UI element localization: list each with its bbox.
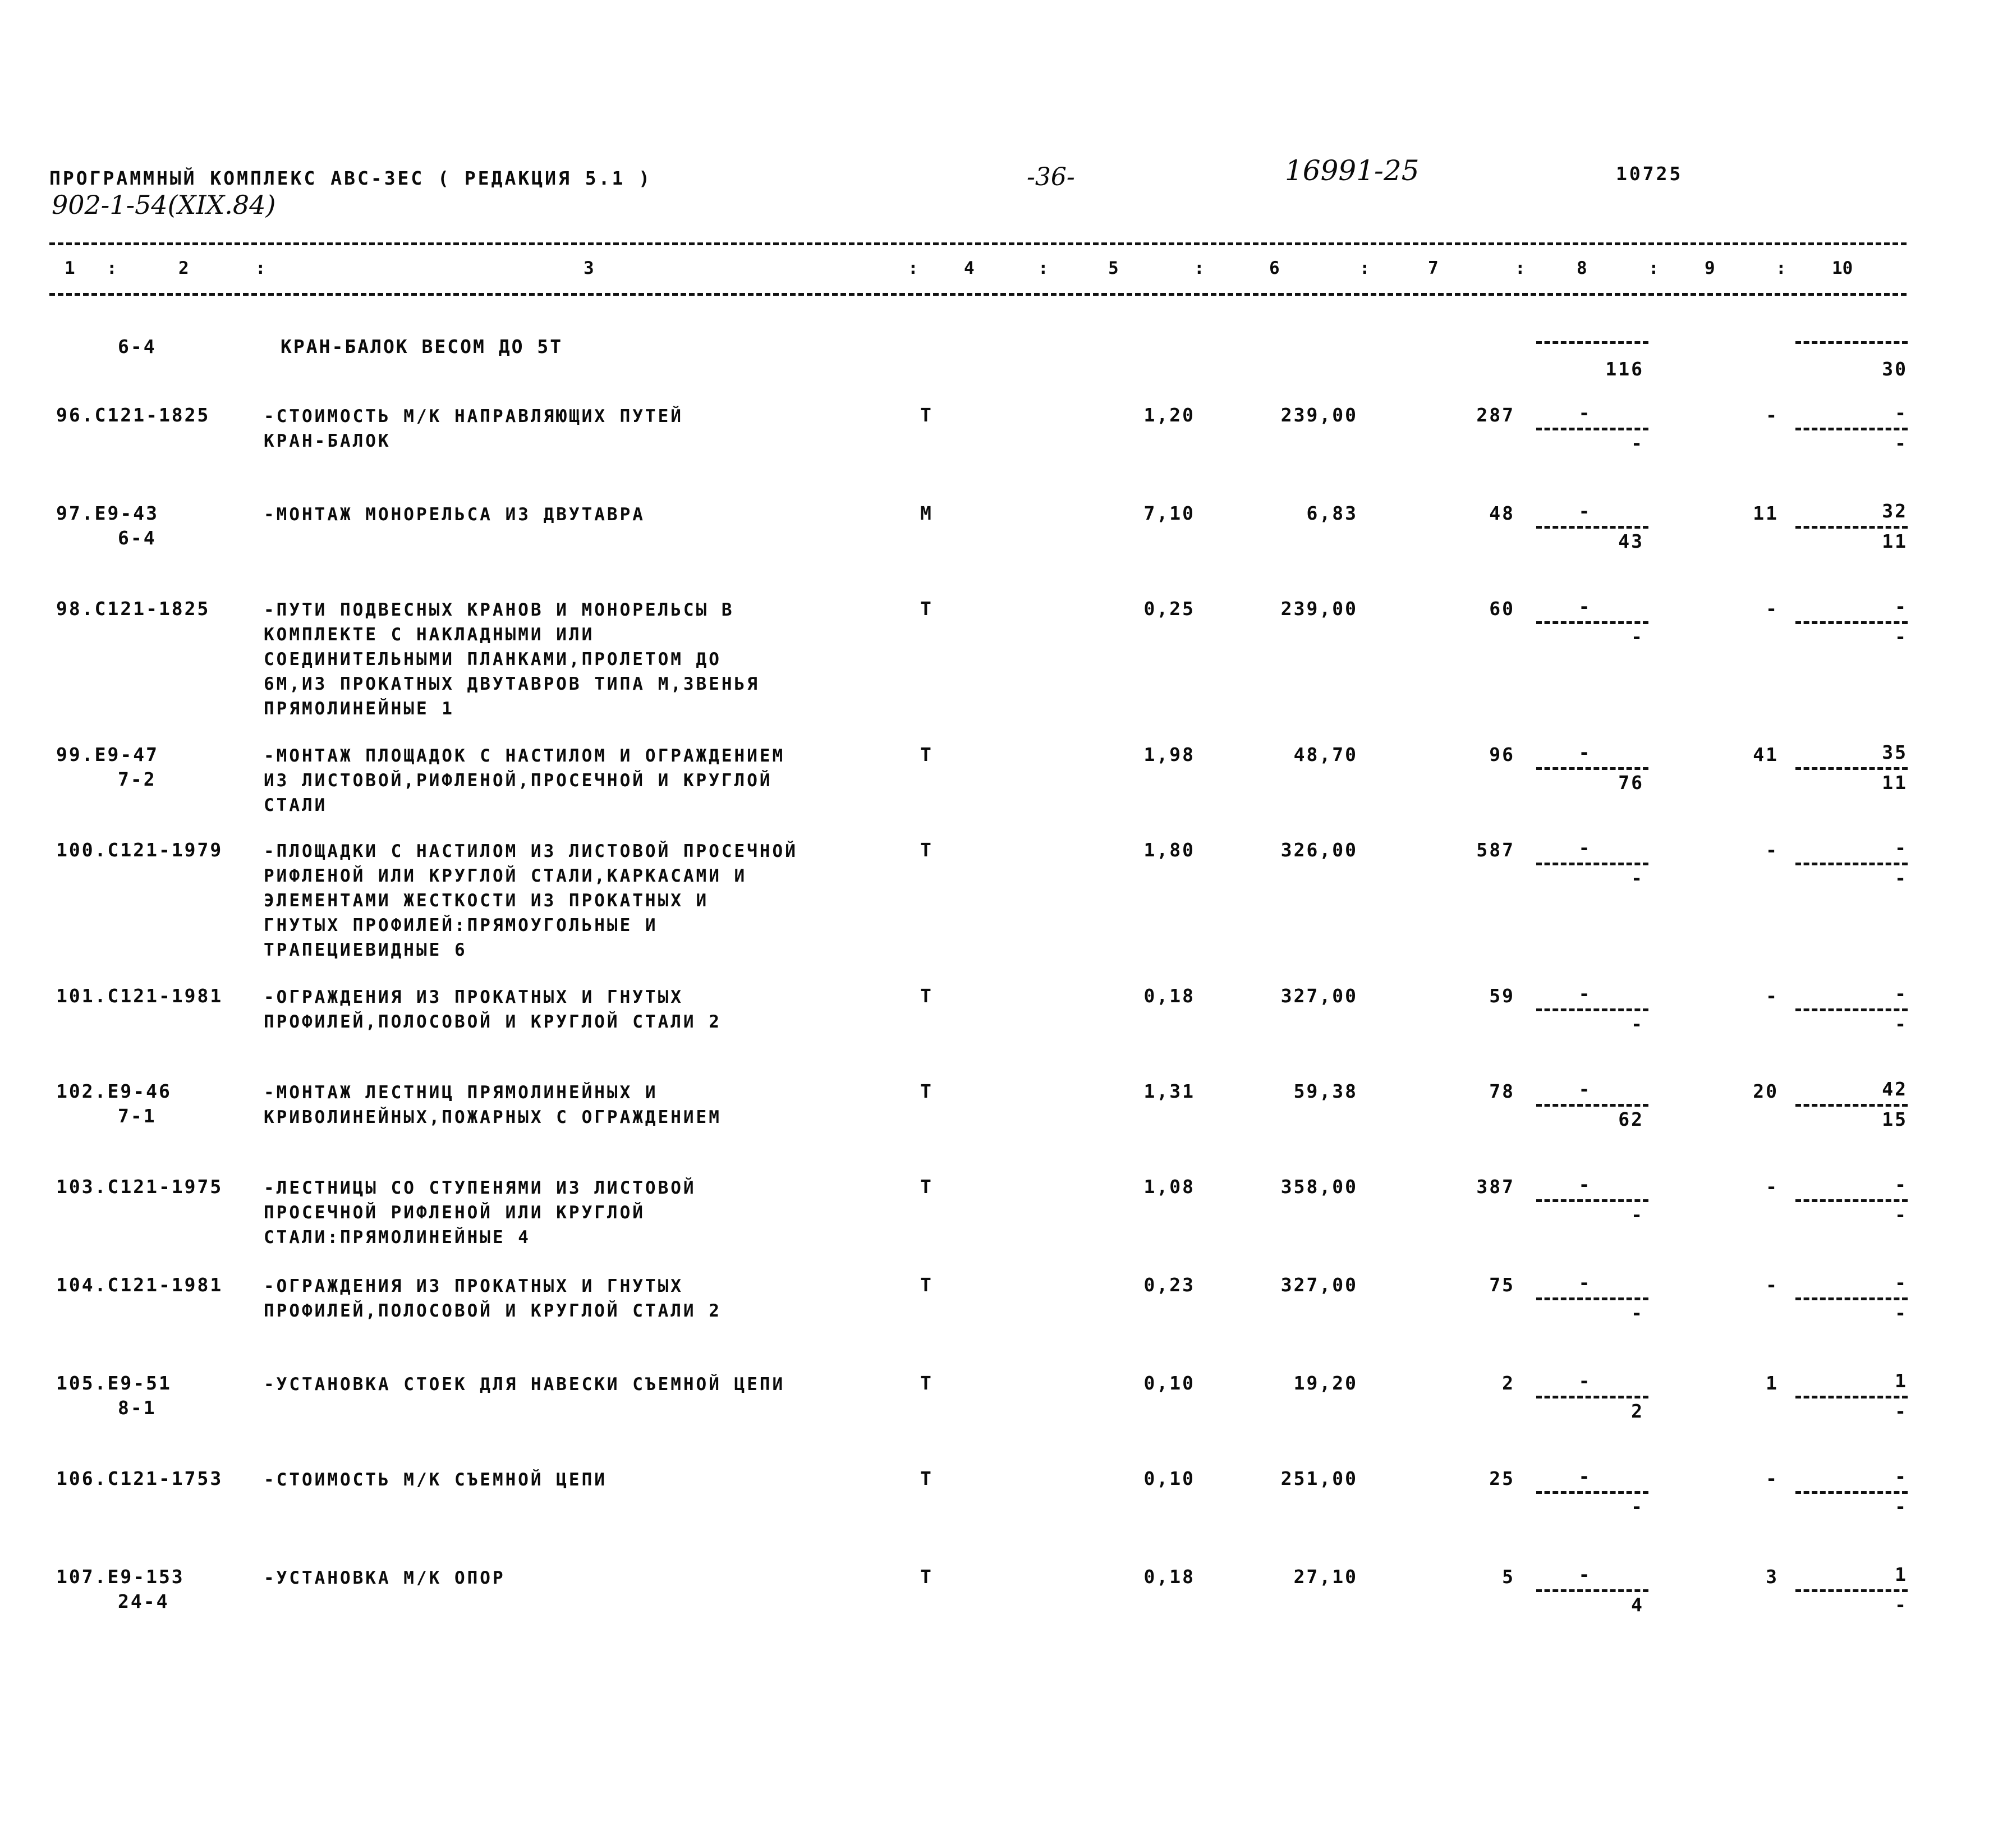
header-rule-top: [49, 242, 1907, 245]
row-code: 101.С121-1981: [56, 985, 223, 1007]
row-quantity: 1,08: [1143, 1176, 1195, 1198]
document-code: 10725: [1616, 163, 1683, 185]
section-code: 6-4: [118, 336, 157, 357]
row-unit: Т: [920, 598, 933, 620]
row-code-secondary: 7-2: [118, 768, 157, 790]
c10-divider: [1795, 1396, 1908, 1398]
column-header: 10: [1832, 258, 1853, 278]
row-c8-top: -: [1578, 983, 1592, 1005]
row-description: -УСТАНОВКА М/К ОПОР: [264, 1568, 506, 1588]
row-code: 96.С121-1825: [56, 404, 210, 426]
row-code-secondary: 8-1: [118, 1397, 157, 1419]
row-quantity: 0,18: [1143, 1566, 1195, 1588]
row-total: 48: [1489, 502, 1515, 524]
row-c10-bottom: -: [1895, 1400, 1908, 1422]
column-header: 3: [584, 258, 594, 278]
c10-divider: [1795, 1008, 1908, 1011]
program-title: ПРОГРАММНЫЙ КОМПЛЕКС АВС-ЗЕС ( РЕДАКЦИЯ 5.1 ): [49, 167, 653, 189]
row-c8-top: -: [1578, 402, 1592, 424]
row-unit: Т: [920, 985, 933, 1007]
c8-divider: [1536, 526, 1648, 529]
row-unit: Т: [920, 839, 933, 861]
row-code: 98.С121-1825: [56, 598, 210, 620]
row-c10-top: -: [1895, 402, 1908, 424]
row-code: 102.Е9-46: [56, 1080, 172, 1102]
row-code-secondary: 7-1: [118, 1105, 157, 1127]
row-quantity: 1,20: [1143, 404, 1195, 426]
row-unit: Т: [920, 404, 933, 426]
row-unit: Т: [920, 1566, 933, 1588]
row-description: -ЛЕСТНИЦЫ СО СТУПЕНЯМИ ИЗ ЛИСТОВОЙ ПРОСЕЧНОЙ РИФЛЕНОЙ ИЛИ КРУГЛОЙ СТАЛИ:ПРЯМОЛИНЕЙНЫЕ 4: [264, 1178, 696, 1248]
column-separator: :: [1648, 258, 1659, 278]
row-total: 96: [1489, 744, 1515, 765]
row-c10-bottom: -: [1895, 1204, 1908, 1226]
row-c10-top: 35: [1882, 741, 1908, 763]
row-code: 103.С121-1975: [56, 1176, 223, 1198]
row-c8-top: -: [1578, 1173, 1592, 1195]
c10-divider: [1795, 621, 1908, 624]
row-code: 100.С121-1979: [56, 839, 223, 861]
row-description: -ОГРАЖДЕНИЯ ИЗ ПРОКАТНЫХ И ГНУТЫХ ПРОФИЛЕЙ,ПОЛОСОВОЙ И КРУГЛОЙ СТАЛИ 2: [264, 1276, 722, 1321]
row-c8-top: -: [1578, 1563, 1592, 1585]
row-total: 78: [1489, 1080, 1515, 1102]
row-c10-top: -: [1895, 1173, 1908, 1195]
row-c9: -: [1766, 404, 1779, 426]
row-description: -СТОИМОСТЬ М/К НАПРАВЛЯЮЩИХ ПУТЕЙ КРАН-БАЛОК: [264, 406, 683, 451]
row-total: 75: [1489, 1274, 1515, 1296]
c8-divider: [1536, 863, 1648, 865]
row-unit-price: 6,83: [1306, 502, 1358, 524]
row-unit-price: 48,70: [1293, 744, 1358, 765]
row-unit-price: 251,00: [1280, 1468, 1358, 1489]
row-description: -УСТАНОВКА СТОЕК ДЛЯ НАВЕСКИ СЪЕМНОЙ ЦЕПИ: [264, 1374, 786, 1395]
column-separator: :: [1194, 258, 1205, 278]
c8-divider: [1536, 1104, 1648, 1107]
column-separator: :: [1776, 258, 1786, 278]
row-description: -МОНТАЖ МОНОРЕЛЬСА ИЗ ДВУТАВРА: [264, 505, 645, 525]
row-c10-bottom: -: [1895, 1594, 1908, 1616]
c8-divider: [1536, 1491, 1648, 1494]
row-code: 106.С121-1753: [56, 1468, 223, 1489]
row-unit-price: 239,00: [1280, 598, 1358, 620]
column-header: 2: [178, 258, 189, 278]
row-quantity: 0,10: [1143, 1372, 1195, 1394]
row-c10-top: -: [1895, 595, 1908, 617]
column-header: 5: [1108, 258, 1119, 278]
table-row: [0, 839, 1989, 985]
section-c8-bottom: 116: [1605, 358, 1644, 380]
row-c8-bottom: -: [1631, 1302, 1644, 1324]
row-c10-top: 32: [1882, 500, 1908, 522]
row-c9: -: [1766, 1468, 1779, 1489]
row-unit: Т: [920, 1080, 933, 1102]
row-code: 97.Е9-43: [56, 502, 159, 524]
c8-divider: [1536, 341, 1648, 344]
row-total: 387: [1476, 1176, 1515, 1198]
row-unit-price: 59,38: [1293, 1080, 1358, 1102]
row-c8-top: -: [1578, 1272, 1592, 1294]
row-description: -СТОИМОСТЬ М/К СЪЕМНОЙ ЦЕПИ: [264, 1470, 607, 1490]
document-number: 16991-25: [1285, 154, 1420, 187]
c8-divider: [1536, 1008, 1648, 1011]
row-unit-price: 358,00: [1280, 1176, 1358, 1198]
c8-divider: [1536, 767, 1648, 770]
row-description: -МОНТАЖ ПЛОЩАДОК С НАСТИЛОМ И ОГРАЖДЕНИЕМ ИЗ ЛИСТОВОЙ,РИФЛЕНОЙ,ПРОСЕЧНОЙ И КРУГЛОЙ СТАЛИ: [264, 746, 786, 815]
row-c10-bottom: -: [1895, 1013, 1908, 1035]
table-row: [0, 595, 1989, 744]
row-c9: -: [1766, 839, 1779, 861]
row-c10-bottom: 11: [1882, 530, 1908, 552]
column-header: 1: [65, 258, 75, 278]
row-c9: -: [1766, 1176, 1779, 1198]
row-total: 59: [1489, 985, 1515, 1007]
row-c10-top: -: [1895, 1272, 1908, 1294]
row-unit: Т: [920, 1176, 933, 1198]
row-quantity: 0,10: [1143, 1468, 1195, 1489]
column-header: 8: [1577, 258, 1587, 278]
row-c8-bottom: -: [1631, 626, 1644, 648]
row-total: 287: [1476, 404, 1515, 426]
c8-divider: [1536, 428, 1648, 430]
c10-divider: [1795, 1589, 1908, 1592]
row-description: -ПЛОЩАДКИ С НАСТИЛОМ ИЗ ЛИСТОВОЙ ПРОСЕЧНОЙ РИФЛЕНОЙ ИЛИ КРУГЛОЙ СТАЛИ,КАРКАСАМИ И ЭЛЕМЕНТАМИ ЖЕСТКОСТИ ИЗ ПРОКАТНЫХ И ГНУТЫХ ПРОФИЛЕЙ:ПРЯМОУГОЛЬНЫЕ И ТРАПЕЦИЕВИДНЫЕ 6: [264, 841, 798, 960]
row-c10-bottom: 15: [1882, 1108, 1908, 1130]
header-rule-bottom: [49, 293, 1907, 296]
c8-divider: [1536, 1297, 1648, 1300]
row-unit: Т: [920, 1468, 933, 1489]
row-c10-bottom: -: [1895, 1302, 1908, 1324]
row-unit: Т: [920, 1372, 933, 1394]
row-c9: 3: [1766, 1566, 1779, 1588]
row-code: 107.Е9-153: [56, 1566, 185, 1588]
c8-divider: [1536, 1589, 1648, 1592]
row-code: 99.Е9-47: [56, 744, 159, 765]
row-quantity: 1,98: [1143, 744, 1195, 765]
row-description: -ПУТИ ПОДВЕСНЫХ КРАНОВ И МОНОРЕЛЬСЫ В КОМПЛЕКТЕ С НАКЛАДНЫМИ ИЛИ СОЕДИНИТЕЛЬНЫМИ ПЛАНКАМИ,ПРОЛЕТОМ ДО 6М,ИЗ ПРОКАТНЫХ ДВУТАВРОВ ТИПА М,ЗВЕНЬЯ ПРЯМОЛИНЕЙНЫЕ 1: [264, 600, 760, 719]
c10-divider: [1795, 1297, 1908, 1300]
row-code: 104.С121-1981: [56, 1274, 223, 1296]
c10-divider: [1795, 1104, 1908, 1107]
column-separator: :: [1359, 258, 1370, 278]
row-unit-price: 27,10: [1293, 1566, 1358, 1588]
c10-divider: [1795, 1491, 1908, 1494]
c10-divider: [1795, 341, 1908, 344]
row-unit-price: 239,00: [1280, 404, 1358, 426]
row-c10-top: 42: [1882, 1078, 1908, 1100]
row-c10-bottom: -: [1895, 432, 1908, 454]
c8-divider: [1536, 621, 1648, 624]
row-c10-top: 1: [1895, 1370, 1908, 1392]
row-description: -МОНТАЖ ЛЕСТНИЦ ПРЯМОЛИНЕЙНЫХ И КРИВОЛИНЕЙНЫХ,ПОЖАРНЫХ С ОГРАЖДЕНИЕМ: [264, 1083, 722, 1127]
column-separator: :: [255, 258, 266, 278]
row-c8-bottom: -: [1631, 1013, 1644, 1035]
column-header: 7: [1428, 258, 1439, 278]
c10-divider: [1795, 428, 1908, 430]
c10-divider: [1795, 767, 1908, 770]
row-description: -ОГРАЖДЕНИЯ ИЗ ПРОКАТНЫХ И ГНУТЫХ ПРОФИЛЕЙ,ПОЛОСОВОЙ И КРУГЛОЙ СТАЛИ 2: [264, 987, 722, 1032]
section-c10-bottom: 30: [1882, 358, 1908, 380]
table-row: [0, 1563, 1989, 1712]
column-header: 6: [1269, 258, 1280, 278]
row-c9: -: [1766, 598, 1779, 620]
row-c10-bottom: 11: [1882, 772, 1908, 794]
row-c8-top: -: [1578, 500, 1592, 522]
row-c8-top: -: [1578, 741, 1592, 763]
row-c9: 11: [1753, 502, 1779, 524]
row-c8-bottom: 4: [1631, 1594, 1644, 1616]
row-c9: 41: [1753, 744, 1779, 765]
row-unit-price: 326,00: [1280, 839, 1358, 861]
row-c9: 1: [1766, 1372, 1779, 1394]
column-separator: :: [1515, 258, 1526, 278]
row-c8-top: -: [1578, 1078, 1592, 1100]
row-c8-bottom: 76: [1618, 772, 1644, 794]
row-c9: -: [1766, 985, 1779, 1007]
row-c10-top: -: [1895, 983, 1908, 1005]
row-c8-bottom: -: [1631, 1204, 1644, 1226]
row-c10-top: -: [1895, 837, 1908, 859]
column-header: 4: [964, 258, 975, 278]
c10-divider: [1795, 863, 1908, 865]
row-c10-bottom: -: [1895, 1496, 1908, 1517]
row-unit-price: 327,00: [1280, 1274, 1358, 1296]
column-separator: :: [1038, 258, 1049, 278]
row-c8-top: -: [1578, 837, 1592, 859]
row-unit-price: 19,20: [1293, 1372, 1358, 1394]
section-title: КРАН-БАЛОК ВЕСОМ ДО 5Т: [281, 336, 563, 357]
column-separator: :: [908, 258, 918, 278]
row-total: 587: [1476, 839, 1515, 861]
row-total: 25: [1489, 1468, 1515, 1489]
row-c10-bottom: -: [1895, 867, 1908, 889]
row-c8-top: -: [1578, 1465, 1592, 1487]
row-total: 2: [1502, 1372, 1515, 1394]
row-c9: -: [1766, 1274, 1779, 1296]
row-total: 5: [1502, 1566, 1515, 1588]
row-c8-bottom: 43: [1618, 530, 1644, 552]
row-c8-bottom: 2: [1631, 1400, 1644, 1422]
row-c10-top: -: [1895, 1465, 1908, 1487]
column-header: 9: [1705, 258, 1715, 278]
row-c8-bottom: -: [1631, 867, 1644, 889]
row-c8-bottom: 62: [1618, 1108, 1644, 1130]
row-c9: 20: [1753, 1080, 1779, 1102]
row-c8-bottom: -: [1631, 432, 1644, 454]
row-quantity: 0,25: [1143, 598, 1195, 620]
row-unit: Т: [920, 744, 933, 765]
c8-divider: [1536, 1396, 1648, 1398]
page-number: -36-: [1027, 163, 1075, 191]
row-quantity: 1,31: [1143, 1080, 1195, 1102]
c10-divider: [1795, 526, 1908, 529]
row-c10-bottom: -: [1895, 626, 1908, 648]
row-unit: М: [920, 502, 933, 524]
row-c10-top: 1: [1895, 1563, 1908, 1585]
row-quantity: 0,18: [1143, 985, 1195, 1007]
row-c8-top: -: [1578, 1370, 1592, 1392]
column-separator: :: [107, 258, 117, 278]
c10-divider: [1795, 1199, 1908, 1202]
c8-divider: [1536, 1199, 1648, 1202]
row-c8-top: -: [1578, 595, 1592, 617]
handwritten-reference: 902-1-54(XIX.84): [52, 190, 276, 220]
row-code-secondary: 24-4: [118, 1590, 169, 1612]
row-c8-bottom: -: [1631, 1496, 1644, 1517]
row-code-secondary: 6-4: [118, 527, 157, 549]
row-code: 105.Е9-51: [56, 1372, 172, 1394]
row-unit: Т: [920, 1274, 933, 1296]
row-quantity: 7,10: [1143, 502, 1195, 524]
row-unit-price: 327,00: [1280, 985, 1358, 1007]
row-quantity: 0,23: [1143, 1274, 1195, 1296]
row-quantity: 1,80: [1143, 839, 1195, 861]
row-total: 60: [1489, 598, 1515, 620]
